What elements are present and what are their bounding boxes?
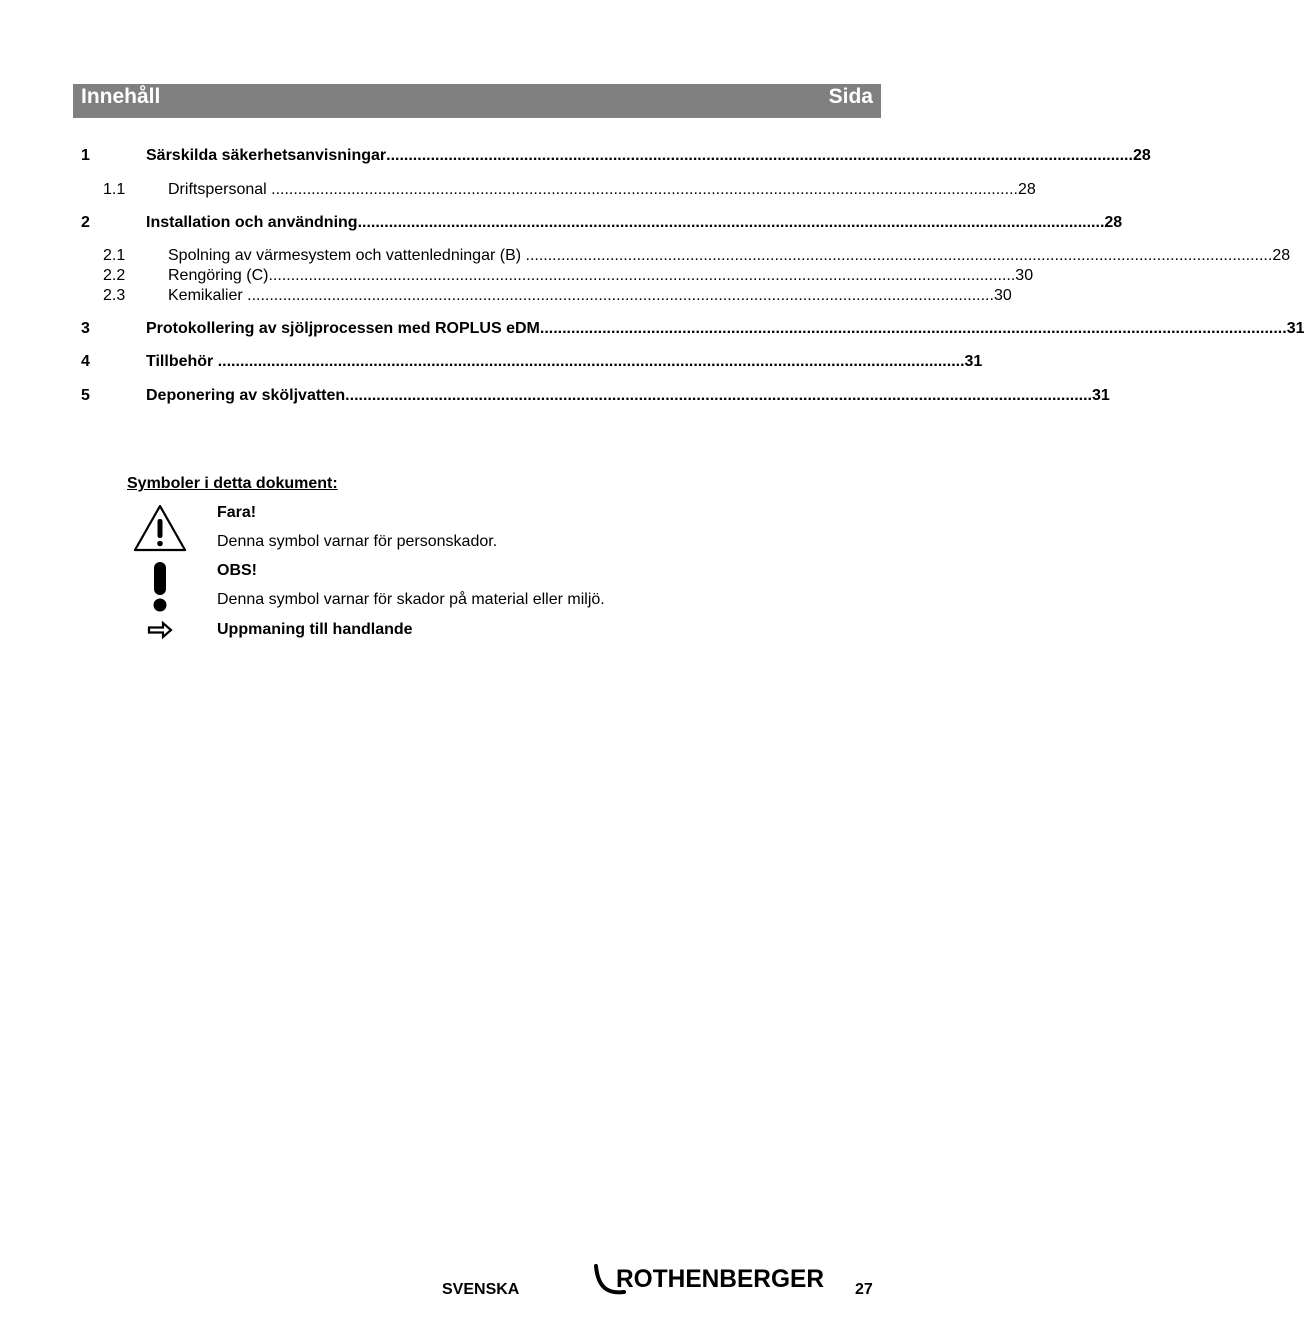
toc-page: 28 xyxy=(1272,247,1291,264)
toc-page: 28 xyxy=(1104,214,1123,231)
note-text: Denna symbol varnar för skador på material eller miljö. xyxy=(217,591,605,608)
toc-title: Driftspersonal xyxy=(168,181,267,198)
toc-number: 1 xyxy=(81,147,90,164)
toc-title: Tillbehör xyxy=(146,353,214,370)
toc-number: 4 xyxy=(81,353,90,370)
toc-title: Installation och användning xyxy=(146,214,358,231)
toc-page: 28 xyxy=(1132,147,1151,164)
svg-text:ROTHENBERGER: ROTHENBERGER xyxy=(616,1265,824,1293)
action-title: Uppmaning till handlande xyxy=(217,621,413,638)
toc-number: 2.3 xyxy=(103,287,126,304)
toc-title: Särskilda säkerhetsanvisningar xyxy=(146,147,387,164)
toc-page: 28 xyxy=(1017,181,1036,198)
danger-text: Denna symbol varnar för personskador. xyxy=(217,533,498,550)
toc-page: 31 xyxy=(1091,387,1110,404)
toc-title: Kemikalier xyxy=(168,287,243,304)
toc-number: 2.2 xyxy=(103,267,126,284)
toc-page: 30 xyxy=(993,287,1012,304)
footer-language: SVENSKA xyxy=(442,1281,520,1298)
note-title: OBS! xyxy=(217,562,257,579)
arrow-right-icon xyxy=(147,621,173,639)
toc-title: Rengöring (C) xyxy=(168,267,269,284)
toc-title: Deponering av sköljvatten xyxy=(146,387,346,404)
danger-title: Fara! xyxy=(217,504,257,521)
toc-title: Protokollering av sjöljprocessen med ROPLUS eDM xyxy=(146,320,540,337)
toc-number: 5 xyxy=(81,387,90,404)
page-number: 27 xyxy=(855,1281,873,1298)
exclamation-icon xyxy=(150,561,170,613)
toc-number: 2 xyxy=(81,214,90,231)
toc-number: 3 xyxy=(81,320,90,337)
toc-page: 31 xyxy=(1286,320,1304,337)
toc-page: 30 xyxy=(1015,267,1034,284)
rothenberger-logo xyxy=(592,1262,828,1298)
toc-header-bar xyxy=(73,84,881,118)
toc-title: Spolning av värmesystem och vattenledningar (B) xyxy=(168,247,522,264)
warning-triangle-icon xyxy=(133,504,187,552)
toc-page: 31 xyxy=(964,353,983,370)
toc-number: 2.1 xyxy=(103,247,126,264)
symbols-heading: Symboler i detta dokument: xyxy=(127,475,338,492)
page-column-heading: Sida xyxy=(828,85,873,108)
toc-heading: Innehåll xyxy=(81,85,161,108)
toc-number: 1.1 xyxy=(103,181,126,198)
